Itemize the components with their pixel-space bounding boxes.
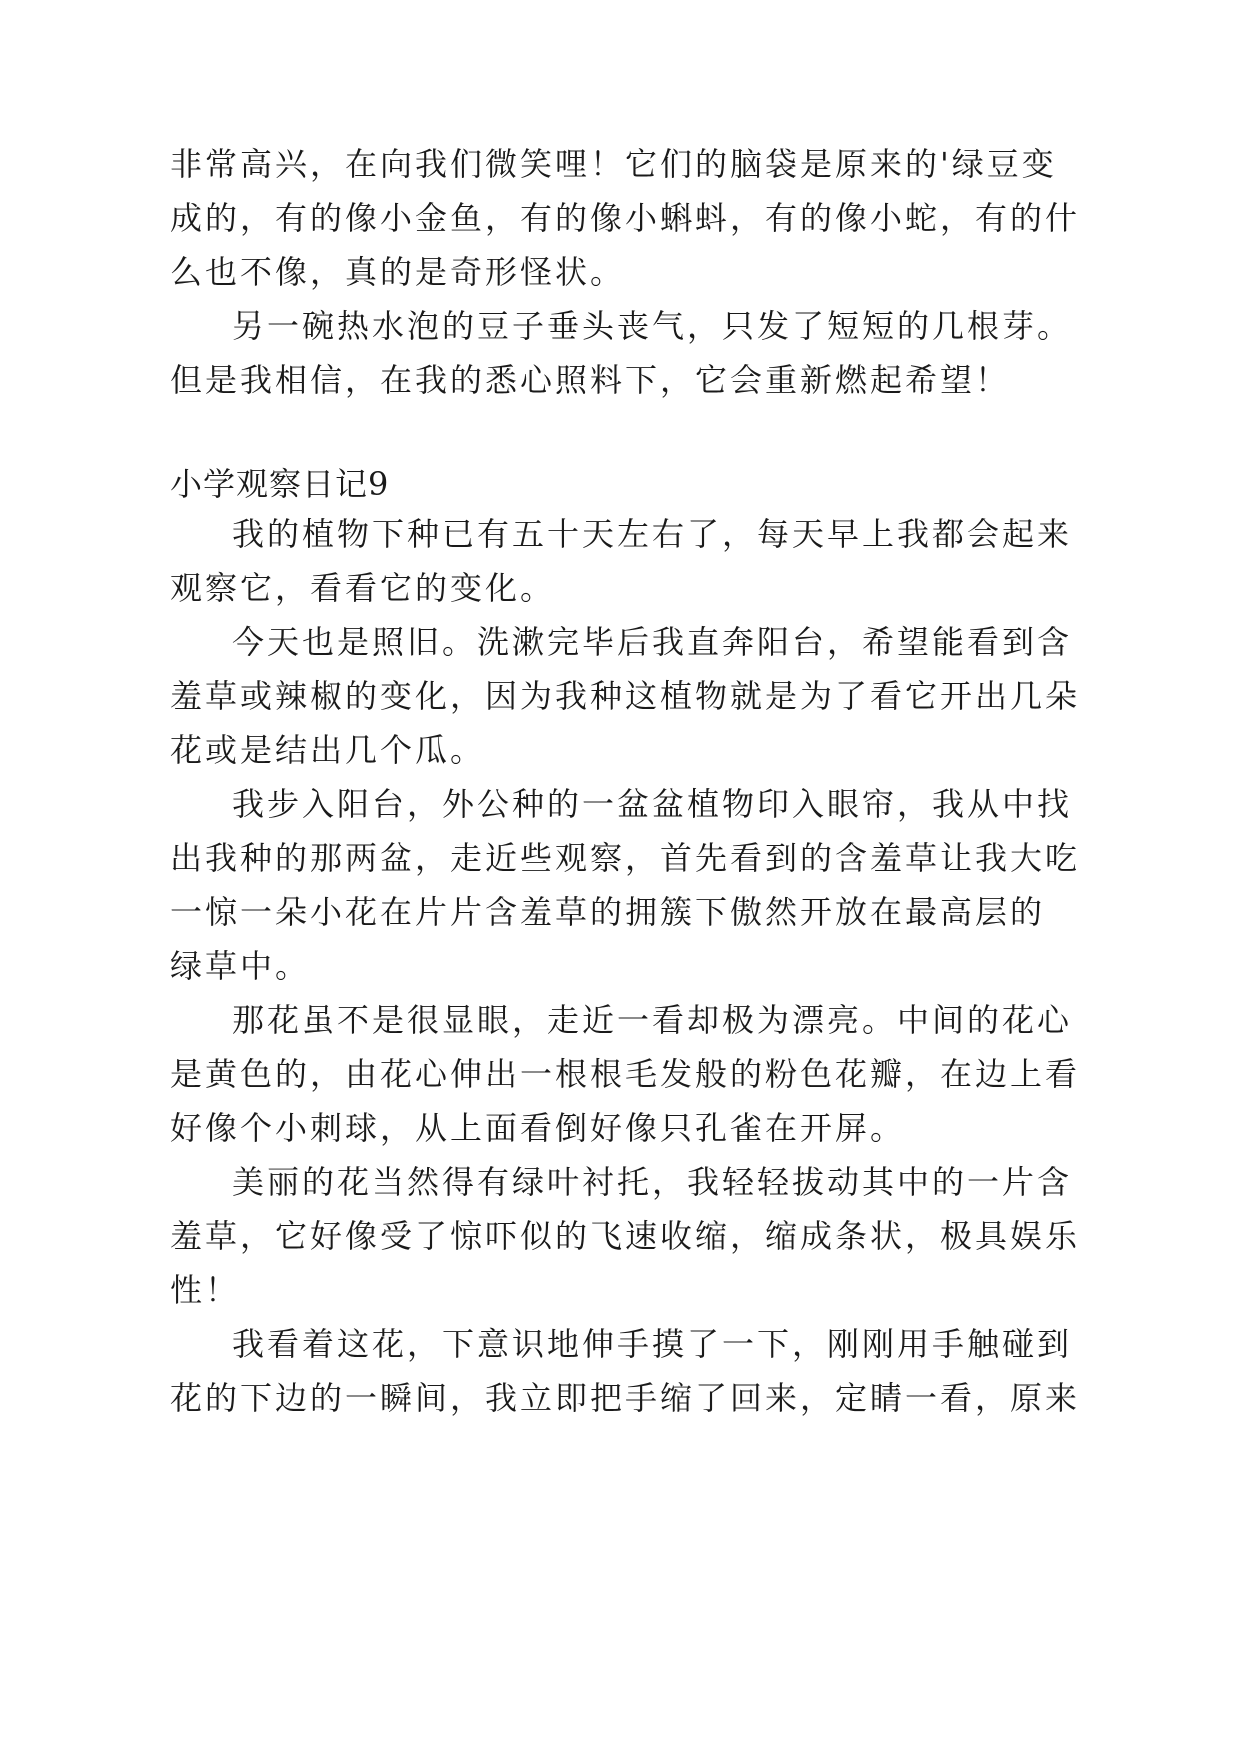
text-line: 一惊一朵小花在片片含羞草的拥簇下傲然开放在最高层的: [170, 893, 1046, 931]
text-line: 我步入阳台，外公种的一盆盆植物印入眼帘，我从中找: [232, 785, 1073, 823]
text-line: 非常高兴，在向我们微笑哩！它们的脑袋是原来的'绿豆变: [170, 145, 1057, 183]
text-line: 成的，有的像小金鱼，有的像小蝌蚪，有的像小蛇，有的什: [170, 199, 1081, 237]
text-line: 性！: [170, 1271, 241, 1309]
text-line: 绿草中。: [170, 947, 311, 985]
text-line: 花或是结出几个瓜。: [170, 731, 486, 769]
section-heading: 小学观察日记9: [170, 465, 390, 503]
text-line: 我的植物下种已有五十天左右了，每天早上我都会起来: [232, 515, 1073, 553]
text-line: 好像个小刺球，从上面看倒好像只孔雀在开屏。: [170, 1109, 906, 1147]
text-line: 今天也是照旧。洗漱完毕后我直奔阳台，希望能看到含: [232, 623, 1073, 661]
text-line: 花的下边的一瞬间，我立即把手缩了回来，定睛一看，原来: [170, 1379, 1081, 1417]
text-line: 羞草或辣椒的变化，因为我种这植物就是为了看它开出几朵: [170, 677, 1081, 715]
text-line: 观察它，看看它的变化。: [170, 569, 556, 607]
text-line: 但是我相信，在我的悉心照料下，它会重新燃起希望！: [170, 361, 1011, 399]
text-line: 另一碗热水泡的豆子垂头丧气，只发了短短的几根芽。: [232, 307, 1073, 345]
text-line: 我看着这花，下意识地伸手摸了一下，刚刚用手触碰到: [232, 1325, 1073, 1363]
text-line: 美丽的花当然得有绿叶衬托，我轻轻拔动其中的一片含: [232, 1163, 1073, 1201]
text-line: 是黄色的，由花心伸出一根根毛发般的粉色花瓣，在边上看: [170, 1055, 1081, 1093]
text-line: 羞草，它好像受了惊吓似的飞速收缩，缩成条状，极具娱乐: [170, 1217, 1081, 1255]
text-line: 出我种的那两盆，走近些观察，首先看到的含羞草让我大吃: [170, 839, 1081, 877]
text-line: 么也不像，真的是奇形怪状。: [170, 253, 626, 291]
text-line: 那花虽不是很显眼，走近一看却极为漂亮。中间的花心: [232, 1001, 1073, 1039]
